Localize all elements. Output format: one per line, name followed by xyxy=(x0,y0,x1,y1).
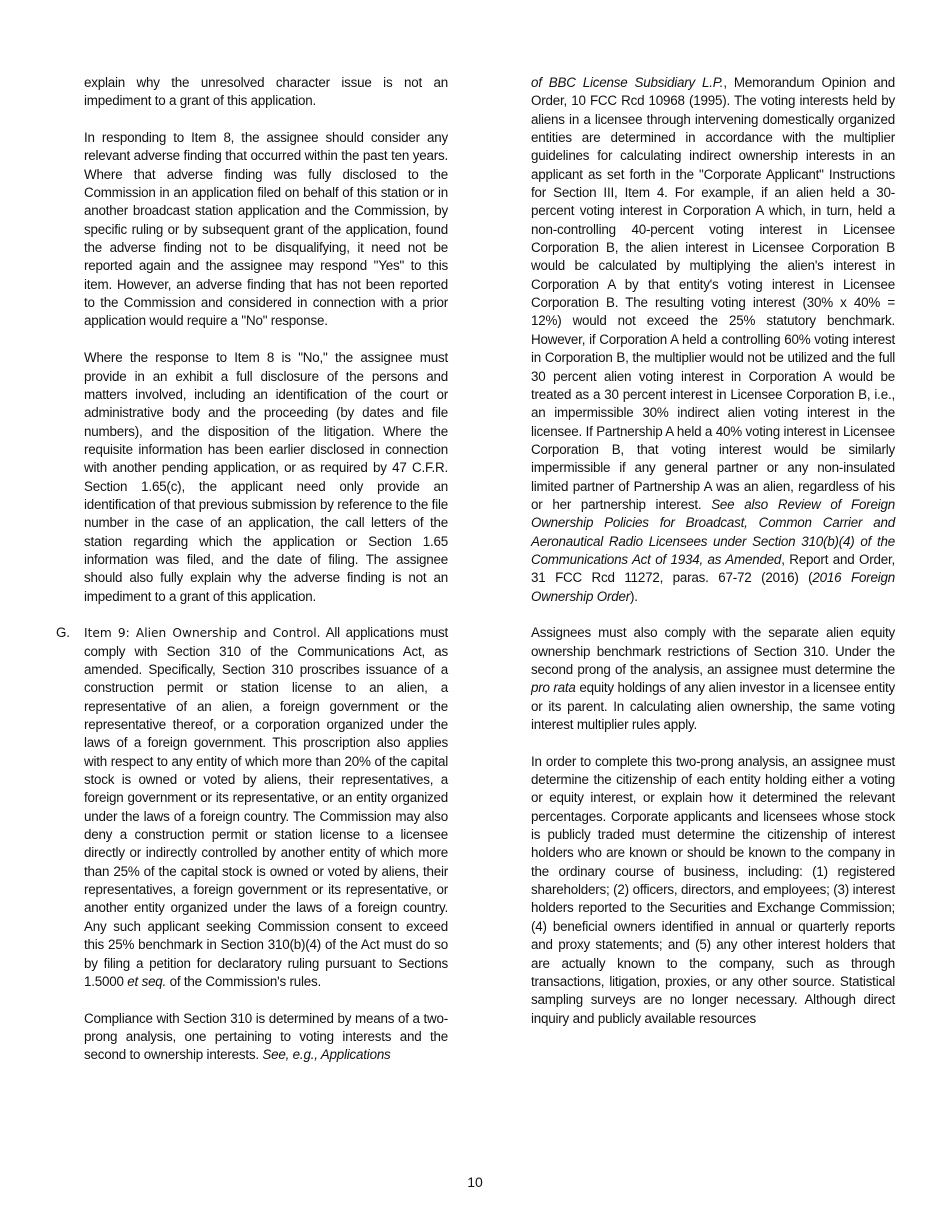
section-heading: Item 9: Alien Ownership and Control. xyxy=(84,626,321,641)
section-letter: G. xyxy=(56,625,70,641)
text-run: , Report and Order, 31 FCC Rcd 11272, paras. 67-72 (2016) ( xyxy=(531,551,895,586)
paragraph xyxy=(531,624,895,734)
italic-run: 2016 Foreign Ownership Order xyxy=(531,570,895,604)
paragraph xyxy=(84,1010,448,1065)
italic-run: of BBC License Subsidiary L.P. xyxy=(531,75,724,90)
text-run: Compliance with Section 310 is determined by means of a two-prong analysis, one pertaining to voting interests and the second to ownership interests. xyxy=(84,1010,448,1063)
italic-run: See, e.g., Applications xyxy=(262,1047,391,1063)
page-number: 10 xyxy=(467,1174,483,1190)
text-run: Assignees must also comply with the separate alien equity ownership benchmark restrictions of Section 310. Under the second prong of the analysis, an assignee must determine the xyxy=(531,625,895,677)
left-column xyxy=(56,74,448,1065)
paragraph: In responding to Item 8, the assignee should consider any relevant adverse finding that occurred within the past ten years. Where that adverse finding was fully disclosed to the Commission in an application filed on behalf of this station or in another broadcast station application and the Commission, by specific ruling or by subsequent grant of the application, found the adverse finding not to be disqualifying, it need not be reported again and the assignee may respond "Yes" to this item. However, an adverse finding that has not been reported to the Commission and considered in connection with a prior application would require a "No" response. xyxy=(84,130,448,329)
paragraph: In order to complete this two-prong analysis, an assignee must determine the citizenship of each entity holding either a voting or equity interest, or explain how it determined the relevant percentages. Corporate applicants and licensees whose stock is publicly traded must determine the citizenship of interest holders who are known or should be known to the company in the ordinary course of business, including: (1) registered shareholders; (2) officers, directors, and employees; (3) interest holders reported to the Securities and Exchange Commission; (4) beneficial owners identified in annual or quarterly reports and proxy statements; and (5) any other interest holders that are actually known to the company, such as through transactions, litigation, proxies, or any other source. Statistical sampling surveys are no longer necessary. Although direct inquiry and publicly available resources xyxy=(531,753,895,1026)
text-run: ). xyxy=(629,588,638,604)
text-run: All applications must comply with Section 310 of the Communications Act, as amended. Specifically, Section 310 proscribes issuance of a construction permit or station license to an alien, a representative of an alien, a foreign government or the representative thereof, or a corporation organized under the laws of a foreign government. This proscription also applies with respect to any entity of which more than 20% of the capital stock is owned or voted by aliens, their representatives, a foreign government or its representative, or an entity organized under the laws of a foreign country. The Commission may also deny a construction permit or station license to a licensee directly or indirectly controlled by another entity of which more than 25% of the capital stock is owned or voted by aliens, their representatives, a foreign government or its representative, or another entity organized under the laws of a foreign country. Any such applicant seeking Commission consent to exceed this 25% benchmark in Section 310(b)(4) of the Act must do so by filing a petition for declaratory ruling pursuant to Sections 1.5000 xyxy=(84,625,448,989)
paragraph xyxy=(531,74,895,606)
paragraph: Where the response to Item 8 is "No," the assignee must provide in an exhibit a full disclosure of the persons and matters involved, including an identification of the court or administrative body and the proceeding (by dates and file numbers), and the disposition of the litigation. Where the requisite information has been earlier disclosed in connection with another pending application, or as required by 47 C.F.R. Section 1.65(c), the applicant need only provide an identification of that previous submission by reference to the file number in the case of an application, the call letters of the station regarding which the application or Section 1.65 information was filed, and the date of filing. The assignee should also fully explain why the adverse finding is not an impediment to a grant of this application. xyxy=(84,350,448,604)
italic-run: pro rata xyxy=(531,680,576,696)
italic-run: et seq. xyxy=(127,973,167,989)
paragraph: explain why the unresolved character issue is not an impediment to a grant of this application. xyxy=(84,75,448,109)
right-column xyxy=(531,74,895,1028)
text-run: equity holdings of any alien investor in a licensee entity or its parent. In calculating alien ownership, the same voting interest multiplier rules apply. xyxy=(531,680,895,733)
italic-run: See also Review of Foreign Ownership Policies for Broadcast, Common Carrier and Aeronautical Radio Licensees under Section 310(b)(4) of the Communications Act of 1934, as Amended xyxy=(531,496,895,567)
section-g-paragraph xyxy=(56,624,448,991)
text-run: , Memorandum Opinion and Order, 10 FCC Rcd 10968 (1995). The voting interests held by aliens in a licensee through intervening domestically organized entities are determined in accordance with the multiplier guidelines for calculating indirect ownership interests in an applicant as set forth in the "Corporate Applicant" Instructions for Section III, Item 4. For example, if an alien held a 30-percent voting interest in Corporation A which, in turn, held a non-controlling 40-percent voting interest in Licensee Corporation B, the alien interest in Licensee Corporation B would be calculated by multiplying the alien's interest in Corporation A by that entity's voting interest in Licensee Corporation B. The resulting voting interest (30% x 40% = 12%) would not exceed the 25% statutory benchmark. However, if Corporation A held a controlling 60% voting interest in Corporation B, the multiplier would not be utilized and the full 30 percent alien voting interest in Corporation A would be treated as a 30 percent interest in Licensee Corporation B, i.e., an impermissible 30% indirect alien voting interest in the licensee. If Partnership A held a 40% voting interest in Licensee Corporation B, that voting interest would be similarly impermissible if any general partner or any non-insulated limited partner of Partnership A was an alien, regardless of his or her partnership interest. xyxy=(531,75,895,512)
text-run: of the Commission's rules. xyxy=(166,973,322,989)
